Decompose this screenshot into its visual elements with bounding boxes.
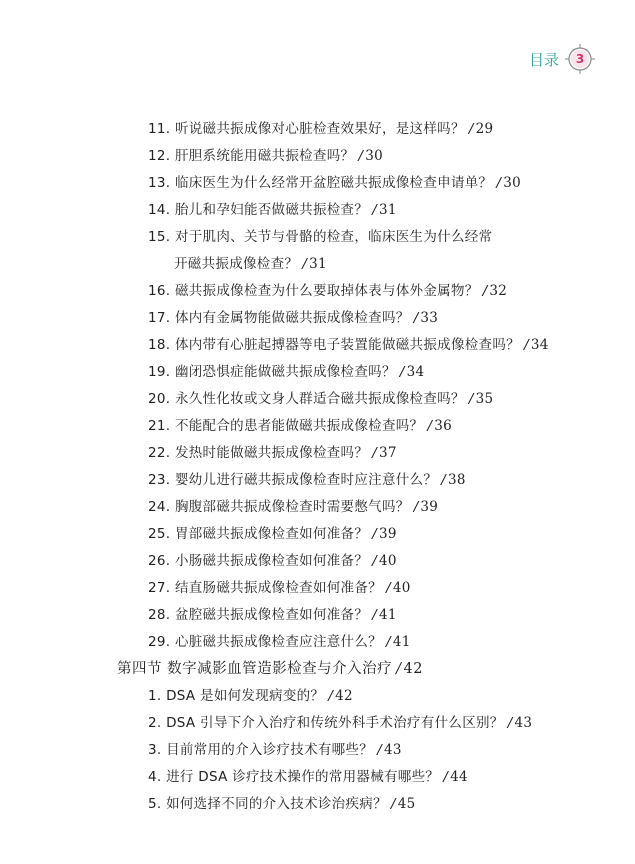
toc-entry[interactable] bbox=[0, 359, 635, 386]
toc-entry[interactable] bbox=[0, 683, 635, 710]
toc-page-number: 45 bbox=[397, 796, 416, 812]
toc-entry-text: 29. 心脏磁共振成像检查应注意什么？ bbox=[148, 634, 382, 650]
toc-entry[interactable] bbox=[0, 629, 635, 656]
table-of-contents bbox=[0, 116, 635, 818]
toc-page-number: 31 bbox=[379, 202, 397, 218]
toc-entry-text: 3. 目前常用的介入诊疗技术有哪些？ bbox=[148, 742, 374, 758]
toc-separator: / bbox=[372, 553, 378, 569]
toc-page-number: 29 bbox=[475, 121, 494, 137]
toc-page-number: 34 bbox=[406, 364, 425, 380]
toc-separator: / bbox=[468, 121, 474, 137]
toc-separator: / bbox=[523, 337, 529, 353]
toc-page-number: 39 bbox=[379, 526, 397, 542]
toc-separator: / bbox=[413, 310, 419, 326]
toc-page-number: 44 bbox=[450, 769, 468, 785]
toc-separator: / bbox=[372, 526, 378, 542]
toc-page-number: 30 bbox=[365, 148, 384, 164]
toc-page-number: 38 bbox=[448, 472, 466, 488]
toc-entry[interactable] bbox=[0, 305, 635, 332]
toc-entry[interactable] bbox=[0, 467, 635, 494]
toc-page-number: 30 bbox=[503, 175, 522, 191]
toc-entry[interactable] bbox=[0, 494, 635, 521]
toc-page-number: 41 bbox=[379, 607, 397, 623]
toc-separator: / bbox=[496, 175, 502, 191]
toc-entry-text: 13. 临床医生为什么经常开盆腔磁共振成像检查申请单？ bbox=[148, 175, 493, 191]
toc-entry-text: 20. 永久性化妆或文身人群适合磁共振成像检查吗？ bbox=[148, 391, 465, 407]
toc-separator: / bbox=[372, 202, 378, 218]
toc-page-number: 33 bbox=[420, 310, 439, 326]
page-number: 3 bbox=[575, 52, 585, 66]
toc-page-number: 34 bbox=[530, 337, 549, 353]
toc-separator: / bbox=[413, 499, 419, 515]
toc-page-number: 42 bbox=[403, 661, 423, 677]
toc-section-text: 第四节 数字减影血管造影检查与介入治疗 bbox=[117, 661, 393, 677]
toc-entry-text: 18. 体内带有心脏起搏器等电子装置能做磁共振成像检查吗？ bbox=[148, 337, 520, 353]
toc-entry-text: 22. 发热时能做磁共振成像检查吗？ bbox=[148, 445, 369, 461]
toc-entry[interactable] bbox=[0, 197, 635, 224]
toc-entry-text: 23. 婴幼儿进行磁共振成像检查时应注意什么？ bbox=[148, 472, 438, 488]
toc-entry-text: 27. 结直肠磁共振成像检查如何准备？ bbox=[148, 580, 382, 596]
toc-separator: / bbox=[399, 364, 405, 380]
toc-entry[interactable] bbox=[0, 278, 635, 305]
toc-separator: / bbox=[482, 283, 488, 299]
toc-separator: / bbox=[358, 148, 364, 164]
toc-entry-text: 15. 对于肌肉、关节与骨骼的检查，临床医生为什么经常 bbox=[148, 229, 493, 245]
toc-section-heading[interactable] bbox=[0, 656, 635, 683]
toc-page-number: 31 bbox=[309, 256, 327, 272]
toc-entry-text: 24. 胸腹部磁共振成像检查时需要憋气吗？ bbox=[148, 499, 410, 515]
toc-page-number: 40 bbox=[392, 580, 411, 596]
toc-separator: / bbox=[396, 661, 402, 677]
toc-page-number: 42 bbox=[335, 688, 353, 704]
toc-separator: / bbox=[372, 607, 378, 623]
toc-page-number: 41 bbox=[392, 634, 411, 650]
toc-separator: / bbox=[507, 715, 513, 731]
toc-separator: / bbox=[443, 769, 449, 785]
toc-entry-text: 19. 幽闭恐惧症能做磁共振成像检查吗？ bbox=[148, 364, 396, 380]
toc-entry-text: 16. 磁共振成像检查为什么要取掉体表与体外金属物？ bbox=[148, 283, 479, 299]
toc-page-number: 43 bbox=[514, 715, 533, 731]
toc-entry-text: 1. DSA 是如何发现病变的？ bbox=[148, 688, 325, 704]
toc-page-number: 35 bbox=[475, 391, 494, 407]
toc-entry-text: 21. 不能配合的患者能做磁共振成像检查吗？ bbox=[148, 418, 424, 434]
toc-entry[interactable] bbox=[0, 764, 635, 791]
toc-entry-text: 2. DSA 引导下介入治疗和传统外科手术治疗有什么区别？ bbox=[148, 715, 504, 731]
toc-entry-text: 26. 小肠磁共振成像检查如何准备？ bbox=[148, 553, 369, 569]
toc-entry-text: 25. 胃部磁共振成像检查如何准备？ bbox=[148, 526, 369, 542]
toc-separator: / bbox=[390, 796, 396, 812]
toc-separator: / bbox=[427, 418, 433, 434]
toc-entry-text: 开磁共振成像检查？ bbox=[174, 256, 299, 272]
header-title: 目录 bbox=[528, 50, 559, 69]
toc-entry-text: 28. 盆腔磁共振成像检查如何准备？ bbox=[148, 607, 369, 623]
toc-page-number: 32 bbox=[489, 283, 508, 299]
toc-separator: / bbox=[441, 472, 447, 488]
toc-separator: / bbox=[385, 634, 391, 650]
toc-separator: / bbox=[302, 256, 308, 272]
toc-entry[interactable] bbox=[0, 413, 635, 440]
toc-entry[interactable] bbox=[0, 440, 635, 467]
toc-separator: / bbox=[372, 445, 378, 461]
toc-entry-text: 12. 肝胆系统能用磁共振检查吗？ bbox=[148, 148, 355, 164]
toc-entry[interactable] bbox=[0, 116, 635, 143]
toc-entry[interactable] bbox=[0, 602, 635, 629]
toc-page-number: 39 bbox=[420, 499, 439, 515]
toc-entry-text: 11. 听说磁共振成像对心脏检查效果好，是这样吗？ bbox=[148, 121, 465, 137]
toc-entry[interactable] bbox=[0, 224, 635, 251]
page-header bbox=[529, 44, 595, 74]
toc-entry[interactable] bbox=[0, 521, 635, 548]
toc-entry[interactable] bbox=[0, 332, 635, 359]
toc-entry[interactable] bbox=[0, 737, 635, 764]
toc-page-number: 40 bbox=[379, 553, 397, 569]
toc-entry[interactable] bbox=[0, 575, 635, 602]
toc-entry-text: 14. 胎儿和孕妇能否做磁共振检查？ bbox=[148, 202, 369, 218]
toc-entry-continuation[interactable] bbox=[0, 251, 635, 278]
toc-entry[interactable] bbox=[0, 143, 635, 170]
page-number-badge bbox=[565, 44, 595, 74]
toc-entry[interactable] bbox=[0, 386, 635, 413]
toc-entry[interactable] bbox=[0, 710, 635, 737]
toc-separator: / bbox=[377, 742, 382, 758]
toc-entry-text: 4. 进行 DSA 诊疗技术操作的常用器械有哪些？ bbox=[148, 769, 440, 785]
toc-entry[interactable] bbox=[0, 548, 635, 575]
toc-entry[interactable] bbox=[0, 170, 635, 197]
toc-page-number: 37 bbox=[379, 445, 397, 461]
toc-separator: / bbox=[468, 391, 474, 407]
toc-page-number: 43 bbox=[383, 742, 402, 758]
toc-separator: / bbox=[328, 688, 334, 704]
toc-entry-text: 5. 如何选择不同的介入技术诊治疾病？ bbox=[148, 796, 387, 812]
toc-entry-text: 17. 体内有金属物能做磁共振成像检查吗？ bbox=[148, 310, 410, 326]
toc-separator: / bbox=[385, 580, 391, 596]
toc-page-number: 36 bbox=[434, 418, 453, 434]
toc-entry[interactable] bbox=[0, 791, 635, 818]
